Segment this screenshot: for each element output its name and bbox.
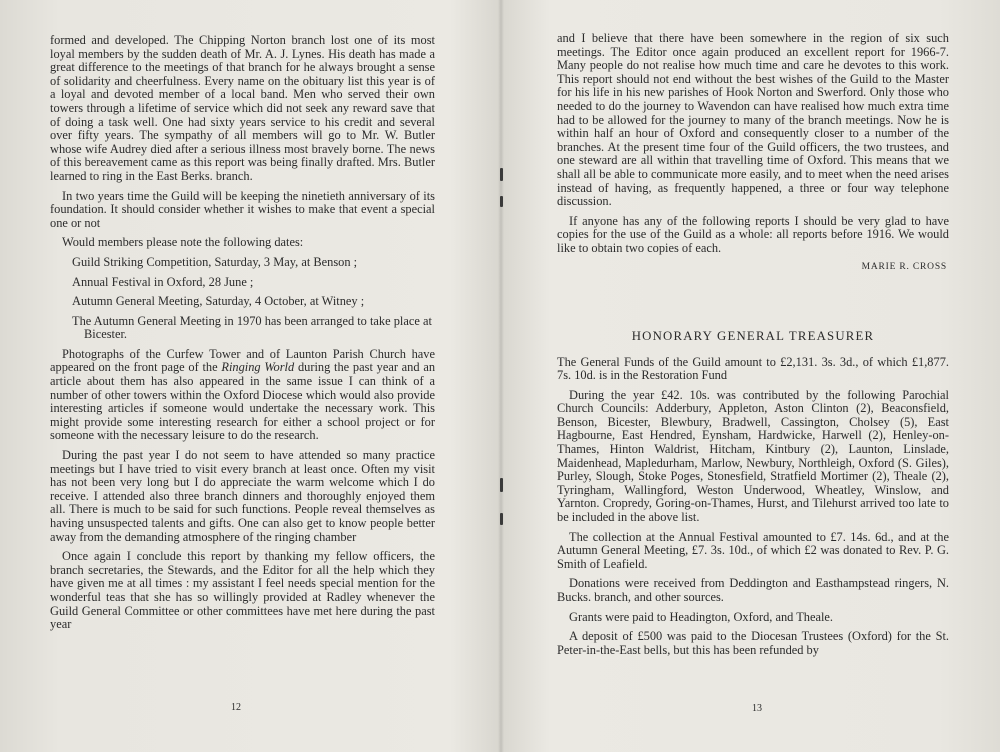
- paragraph: During the year £42. 10s. was contributed by the following Parochial Church Councils: Adderbury, Appleton, Aston Clinton (2), Beaconsfield, Benson, Bicester, Blewbury, Bradwell, Cassington, Cholsey (5), East Hagbourne, East Hendred, Eynsham, Hardwicke, Harwell (2), Henley-on-Thames, Hinton Waldrist, Hitcham, Kintbury (2), Launton, Linslade, Maidenhead, Mapledurham, Marlow, Newbury, Northleigh, Oxford (S. Giles), Purley, Slough, Stoke Poges, Stonesfield, Stratfield Mortimer (2), Theale (2), Tyringham, Wallingford, Weston Underwood, Wheatley, Winslow, and Yarnton. Cropredy, Goring-on-Thames, Hurst, and Tilehurst arrived too late to be included in the above list.: [557, 387, 949, 525]
- paragraph: Once again I conclude this report by thanking my fellow officers, the branch secretaries, the Stewards, and the Editor for all the help which they have given me at all times : my assistant I feel needs special mention for the wonderful teas that she has so willingly provided at Radley whenever the Guild General Committee or other committees have met here during the past year: [50, 549, 435, 632]
- paragraph: In two years time the Guild will be keeping the ninetieth anniversary of its foundation. It should consider whether it wishes to make that event a special one or not: [50, 188, 435, 230]
- staple-bottom: [500, 478, 503, 492]
- page-number-right: 13: [752, 703, 762, 714]
- date-item: Guild Striking Competition, Saturday, 3 May, at Benson ;: [72, 254, 358, 269]
- staple-top-lower: [500, 196, 503, 207]
- paragraph: Grants were paid to Headington, Oxford, and Theale.: [569, 609, 834, 624]
- paragraph: The General Funds of the Guild amount to £2,131. 3s. 3d., of which £1,877. 7s. 10d. is in the Restoration Fund: [557, 354, 949, 383]
- signature: MARIE R. CROSS: [861, 261, 947, 272]
- page-number-left: 12: [231, 702, 241, 713]
- date-item: Annual Festival in Oxford, 28 June ;: [72, 274, 254, 289]
- paragraph: formed and developed. The Chipping Norton branch lost one of its most loyal members by the sudden death of Mr. A. J. Lynes. His death has made a great difference to the meetings of that branch for he always brought a sense of solidarity and cheerfulness. Every name on the obituary list this year is of a loyal and devoted member of a local band. Men who served their own towers through a lifetime of service which did not seek any reward save that of doing a task well. One had sixty years service to his credit and several over fifty years. The sympathy of all members will go to Mr. W. Butler whose wife Audrey died after a serious illness most bravely borne. The news of this bereavement came as this report was being finally drafted. Mrs. Butler learned to ring in the East Berks. branch.: [50, 33, 435, 183]
- right-page: [557, 32, 949, 663]
- date-item: The Autumn General Meeting in 1970 has been arranged to take place at Bicester.: [72, 313, 432, 342]
- date-item: Autumn General Meeting, Saturday, 4 October, at Witney ;: [72, 294, 365, 309]
- photo-text-before: Photographs of the Curfew Tower and of Launton Parish Church have appeared on the front page of the: [50, 346, 435, 375]
- paragraph: and I believe that there have been somewhere in the region of six such meetings. The Editor once again produced an excellent report for 1966-7. Many people do not realise how much time and care he devotes to this work. This report should not end without the best wishes of the Guild to the Master for his life in his new parishes of Hook Norton and Swerford. Only those who needed to do the journey to Wavendon can have realised how much extra time had to be allowed for the journey to many of the branch meetings. Now he is within half an hour of Oxford and consequently closer to a number of the branches. At the present time four of the Guild officers, the two trustees, and one steward are all within that travelling time of Oxford. This means that we shall all be able to communicate more easily, and to meet when the need arises instead of having, as frequently happened, a three or four way telephone discussion.: [557, 31, 949, 209]
- section-heading: HONORARY GENERAL TREASURER: [631, 328, 875, 343]
- photographs-paragraph: [50, 348, 435, 443]
- ringing-world-title: Ringing World: [221, 360, 295, 375]
- paragraph: The collection at the Annual Festival amounted to £7. 14s. 6d., and at the Autumn General Meeting, £7. 3s. 10d., of which £2 was donated to Rev. P. G. Smith of Leafield.: [557, 529, 949, 571]
- photo-text-after: during the past year and an article about them has also appeared in the same issue I can think of a number of other towers within the Oxford Diocese which would also provide interesting articles if someone would undertake the necessary work. This might provide some interesting research for either a school project or for someone with the necessary leisure to do the research.: [50, 360, 436, 443]
- left-page: [50, 34, 435, 638]
- paragraph: During the past year I do not seem to have attended so many practice meetings but I have tried to visit every branch at least once. Often my visit has not been very long but I do appreciate the warm welcome which I do receive. I attended also three branch dinners and thoroughly enjoyed them all. There is much to be said for such functions. People reveal themselves as having unsuspected talents and gifts. One can also get to know people better away from the demanding atmosphere of the ringing chamber: [50, 448, 435, 544]
- dates-list: [72, 256, 435, 342]
- staple-top: [500, 168, 503, 181]
- paragraph: If anyone has any of the following reports I should be very glad to have copies for the use of the Guild as a whole: all reports before 1916. We would like to obtain two copies of each.: [557, 213, 949, 255]
- staple-bottom-lower: [500, 513, 503, 525]
- book-gutter: [498, 0, 504, 752]
- paragraph: Donations were received from Deddington and Easthampstead ringers, N. Bucks. branch, and other sources.: [557, 576, 949, 604]
- paragraph: Would members please note the following dates:: [62, 235, 304, 250]
- paragraph: A deposit of £500 was paid to the Diocesan Trustees (Oxford) for the St. Peter-in-the-East bells, but this has been refunded by: [557, 629, 949, 657]
